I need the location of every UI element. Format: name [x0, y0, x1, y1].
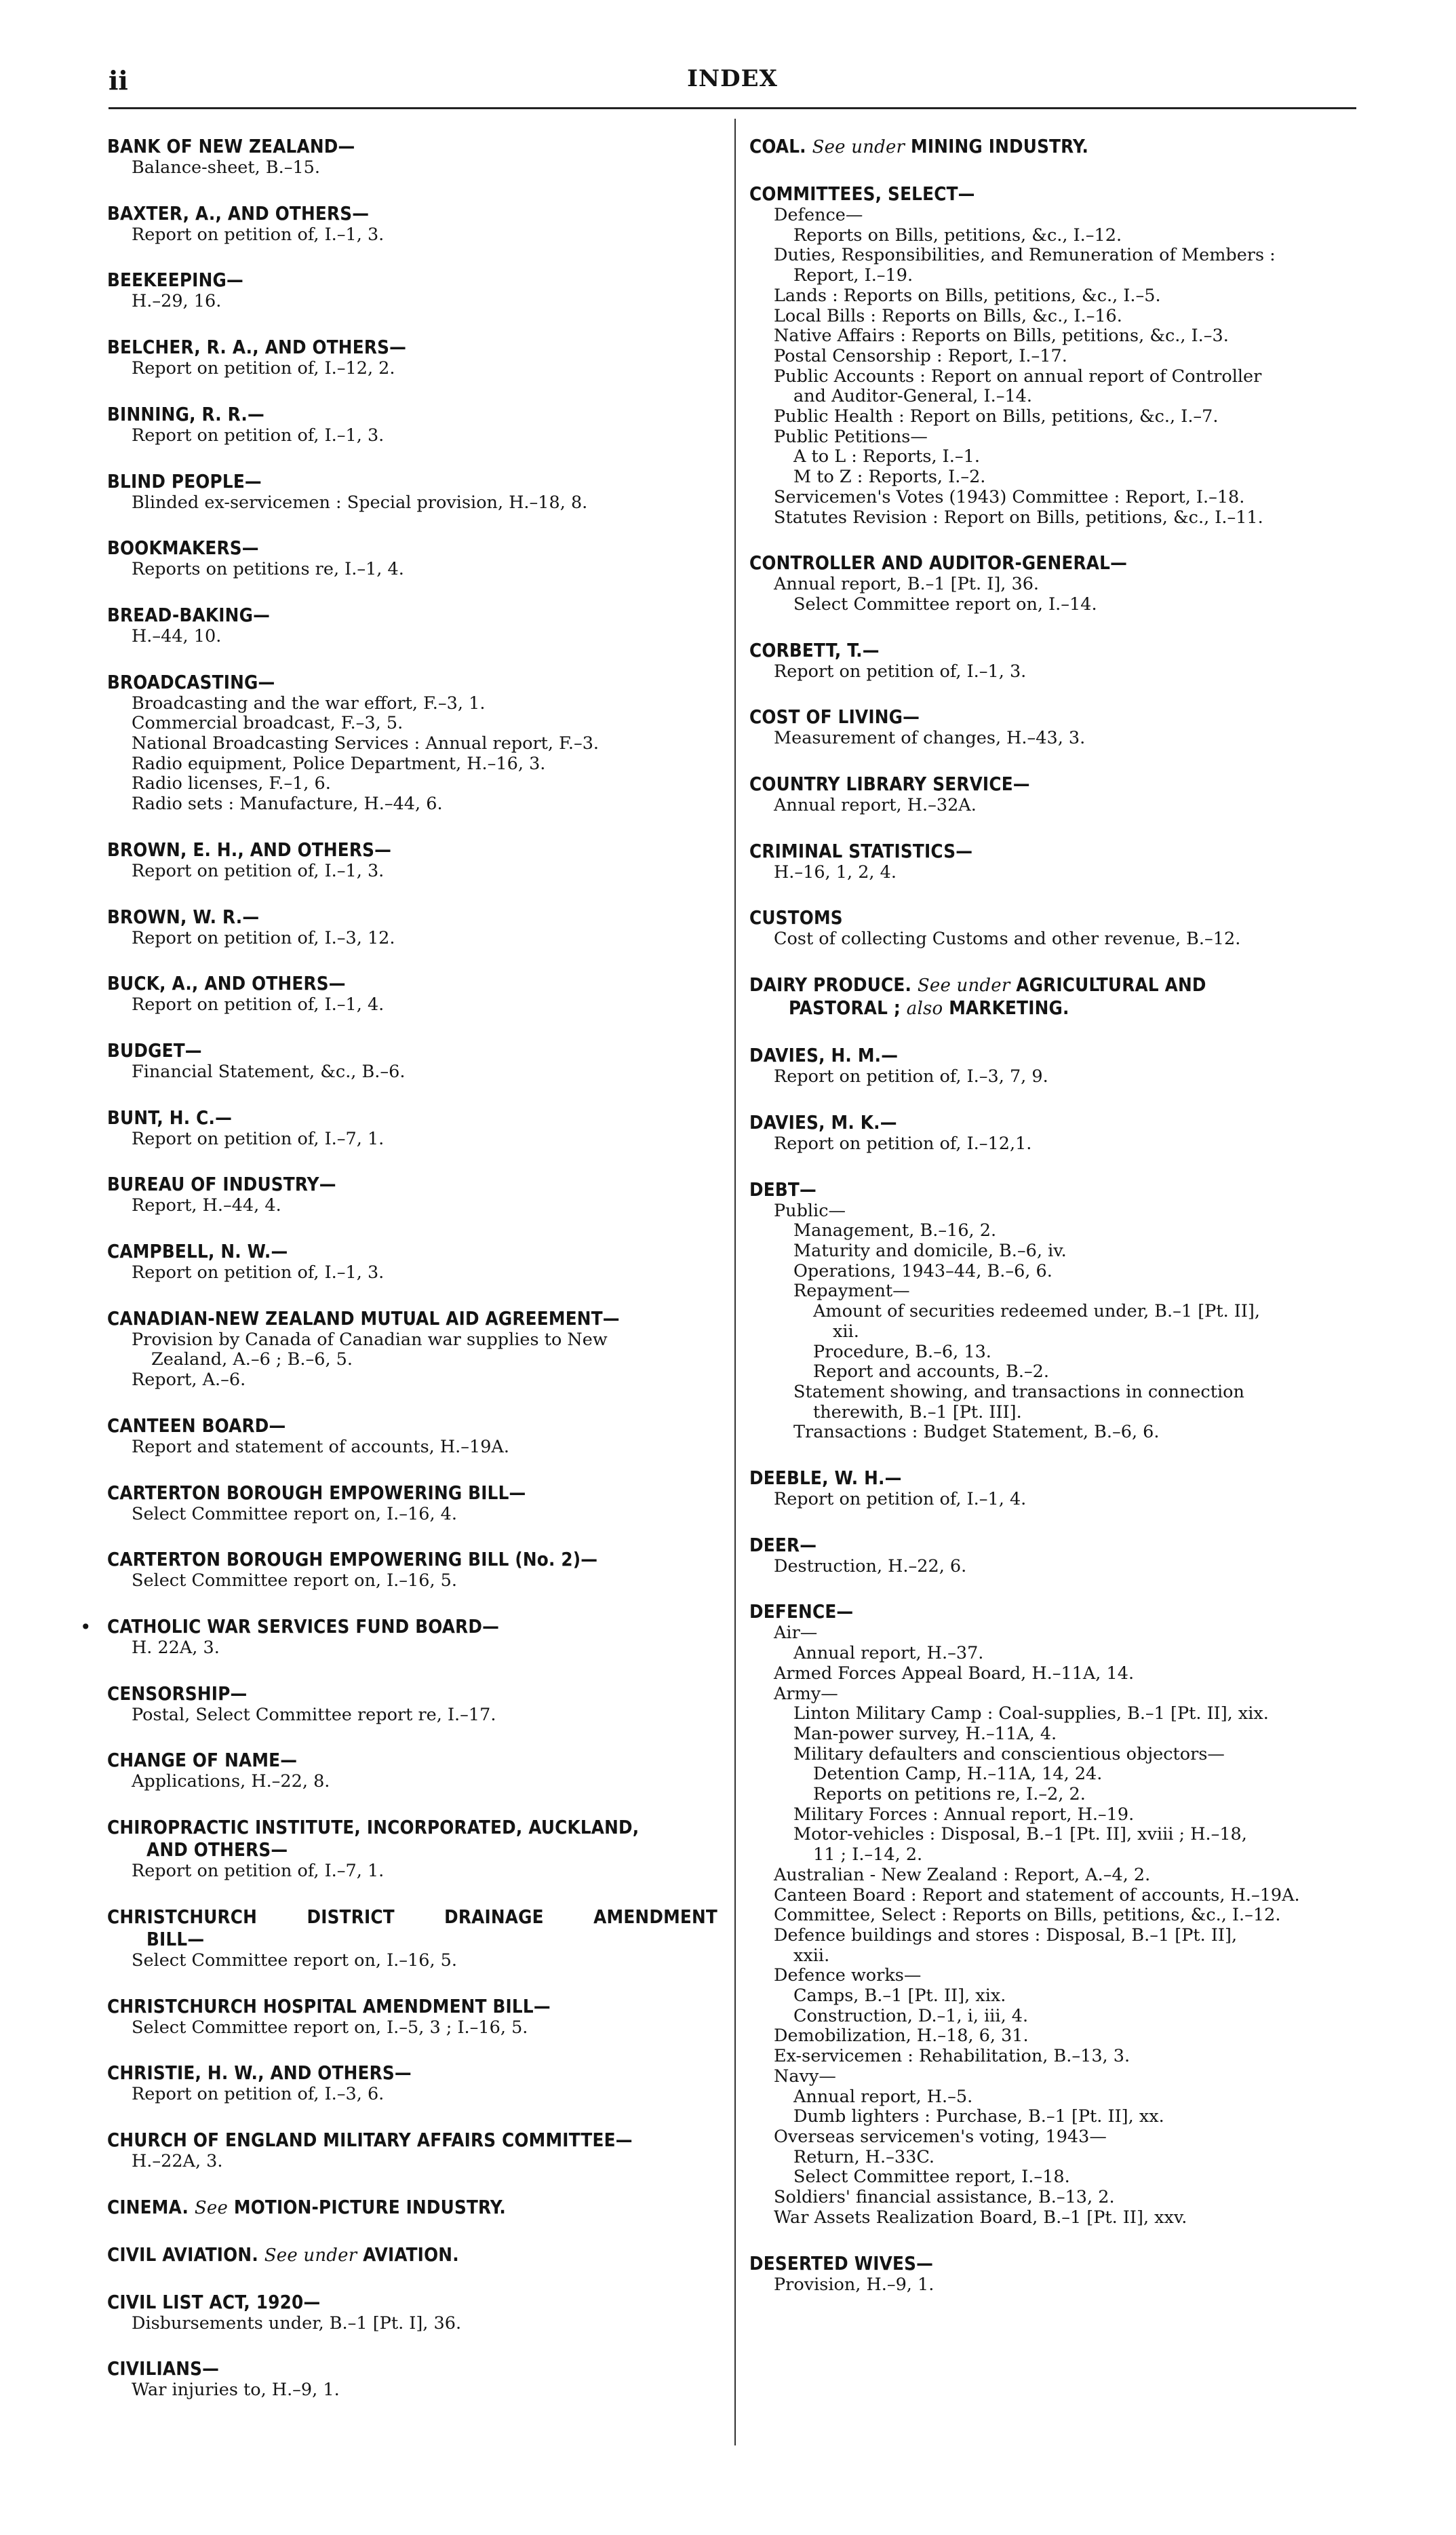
index-entry	[749, 773, 1354, 816]
cross-reference: AGRICULTURAL AND	[1016, 974, 1206, 996]
heading-text: COMMITTEES, SELECT—	[749, 183, 975, 205]
entry-heading	[749, 1112, 1354, 1134]
entry-subline: Detention Camp, H.–11A, 14, 24.	[813, 1764, 1103, 1785]
index-entry	[107, 537, 717, 580]
entry-heading	[107, 269, 717, 292]
entry-heading	[749, 2253, 1354, 2275]
entry-heading	[107, 1749, 717, 1772]
heading-text: CHURCH OF ENGLAND MILITARY AFFAIRS COMMITTEE—	[107, 2129, 633, 2151]
entry-subline: Destruction, H.–22, 6.	[774, 1555, 967, 1576]
index-entry	[107, 1241, 717, 1283]
heading-text: DEFENCE—	[749, 1601, 854, 1623]
heading-text: BAXTER, A., AND OTHERS—	[107, 202, 370, 225]
index-entry	[107, 269, 717, 312]
heading-text: DEBT—	[749, 1178, 816, 1201]
entry-subline: Select Committee report on, I.–16, 5.	[132, 1950, 458, 1971]
entry-heading	[107, 906, 717, 929]
entry-heading	[749, 1467, 1354, 1490]
entry-subline: xii.	[833, 1321, 859, 1342]
entry-subline: Committee, Select : Reports on Bills, petitions, &c., I.–12.	[774, 1905, 1281, 1926]
index-column-left	[80, 136, 717, 2425]
entry-subline: Man-power survey, H.–11A, 4.	[793, 1723, 1057, 1744]
index-entry	[107, 839, 717, 882]
entry-heading	[107, 1308, 717, 1330]
entry-subline: Soldiers' financial assistance, B.–13, 2.	[774, 2187, 1115, 2208]
entry-subline: Management, B.–16, 2.	[793, 1220, 997, 1241]
heading-continuation: BILL—	[146, 1928, 205, 1950]
entry-subline: Air—	[774, 1623, 818, 1644]
entry-subline: Public—	[774, 1200, 846, 1221]
heading-text: DAVIES, M. K.—	[749, 1111, 897, 1134]
heading-text: CANADIAN-NEW ZEALAND MUTUAL AID AGREEMENT—	[107, 1307, 620, 1330]
entry-heading	[107, 839, 717, 862]
heading-text: BROADCASTING—	[107, 671, 275, 693]
entry-subline: H.–16, 1, 2, 4.	[774, 862, 897, 883]
entry-heading	[107, 136, 717, 158]
entry-subline: Camps, B.–1 [Pt. II], xix.	[793, 1986, 1006, 2007]
index-entry	[749, 1467, 1354, 1510]
index-entry	[107, 1040, 717, 1083]
entry-subline: Report and accounts, B.–2.	[813, 1361, 1049, 1382]
heading-text: BREAD-BAKING—	[107, 604, 271, 626]
entry-heading	[107, 1415, 717, 1437]
entry-subline: Report on petition of, I.–12,1.	[774, 1133, 1032, 1154]
cross-reference: MINING INDUSTRY.	[911, 136, 1089, 157]
entry-subline: Report, I.–19.	[793, 265, 913, 286]
index-entry	[749, 1112, 1354, 1155]
heading-text: BUREAU OF INDUSTRY—	[107, 1174, 336, 1196]
heading-text: CATHOLIC WAR SERVICES FUND BOARD—	[107, 1615, 500, 1638]
running-title: INDEX	[687, 65, 778, 92]
entry-heading	[107, 1683, 717, 1705]
heading-text: CENSORSHIP—	[107, 1682, 248, 1705]
heading-text: BINNING, R. R.—	[107, 403, 264, 425]
entry-heading	[107, 2197, 717, 2220]
entry-subline: Report on petition of, I.–1, 4.	[774, 1489, 1027, 1510]
entry-subline: Defence—	[774, 205, 863, 225]
index-entry	[107, 1749, 717, 1792]
entry-subline: Measurement of changes, H.–43, 3.	[774, 728, 1086, 749]
entry-subline: Radio equipment, Police Department, H.–16, 3.	[132, 753, 546, 774]
entry-subline: Public Accounts : Report on annual report of Controller	[774, 366, 1262, 387]
entry-subline: Army—	[774, 1683, 838, 1704]
heading-text: CIVILIANS—	[107, 2358, 220, 2380]
entry-heading	[749, 773, 1354, 796]
entry-subline: Report and statement of accounts, H.–19A.	[132, 1436, 509, 1457]
entry-subline: H.–44, 10.	[132, 625, 222, 646]
index-entry	[107, 1107, 717, 1150]
entry-heading	[749, 840, 1354, 863]
index-entry	[107, 2062, 717, 2105]
entry-subline: Report on petition of, I.–1, 3.	[132, 224, 385, 245]
entry-heading	[107, 973, 717, 995]
entry-heading	[107, 1906, 717, 1951]
entry-subline: Report on petition of, I.–1, 3.	[774, 661, 1027, 682]
entry-subline: Military defaulters and conscientious objectors—	[793, 1743, 1225, 1764]
heading-continuation: AND OTHERS—	[146, 1839, 288, 1861]
index-entry	[749, 136, 1354, 159]
index-entry	[107, 1174, 717, 1216]
heading-text: CIVIL LIST ACT, 1920—	[107, 2291, 321, 2313]
entry-subline: Statement showing, and transactions in connection	[793, 1381, 1244, 1402]
entry-heading	[749, 1601, 1354, 1623]
entry-subline: Postal Censorship : Report, I.–17.	[774, 345, 1067, 366]
entry-heading	[107, 2129, 717, 2152]
entry-subline: Return, H.–33C.	[793, 2146, 935, 2167]
entry-subline: Annual report, H.–32A.	[774, 795, 977, 816]
entry-subline: Repayment—	[793, 1281, 910, 1302]
index-entry	[749, 2253, 1354, 2296]
index-entry	[107, 2197, 717, 2220]
cross-reference: MARKETING.	[949, 997, 1069, 1020]
heading-text: CRIMINAL STATISTICS—	[749, 840, 973, 862]
entry-subline: Dumb lighters : Purchase, B.–1 [Pt. II], xx.	[793, 2106, 1164, 2127]
index-entry	[107, 1549, 717, 1591]
entry-subline: Motor-vehicles : Disposal, B.–1 [Pt. II], xviii ; H.–18,	[793, 1824, 1247, 1845]
heading-text: BUDGET—	[107, 1039, 202, 1062]
entry-subline: H.–22A, 3.	[132, 2150, 223, 2171]
heading-text: BELCHER, R. A., AND OTHERS—	[107, 336, 407, 359]
index-entry	[107, 2129, 717, 2172]
entry-subline: Maturity and domicile, B.–6, iv.	[793, 1240, 1067, 1261]
index-entry	[107, 1817, 717, 1882]
entry-subline: Report, H.–44, 4.	[132, 1195, 281, 1216]
index-entry	[749, 706, 1354, 749]
entry-subline: therewith, B.–1 [Pt. III].	[813, 1401, 1022, 1423]
entry-subline: Defence buildings and stores : Disposal, B.–1 [Pt. II],	[774, 1924, 1238, 1946]
heading-text: CHRISTIE, H. W., AND OTHERS—	[107, 2062, 412, 2085]
entry-subline: Annual report, H.–5.	[793, 2086, 973, 2107]
entry-subline: Broadcasting and the war effort, F.–3, 1.	[132, 693, 486, 714]
index-entry	[107, 672, 717, 815]
entry-heading	[107, 537, 717, 560]
entry-subline: A to L : Reports, I.–1.	[793, 446, 980, 467]
entry-heading	[107, 203, 717, 225]
entry-heading	[749, 974, 1354, 1020]
column-divider	[734, 119, 736, 2445]
entry-subline: Operations, 1943–44, B.–6, 6.	[793, 1260, 1052, 1281]
entry-heading	[107, 471, 717, 493]
entry-heading	[749, 183, 1354, 206]
index-entry	[107, 1683, 717, 1726]
see-reference: See under	[812, 137, 905, 157]
index-entry	[749, 552, 1354, 615]
entry-heading	[107, 1107, 717, 1129]
index-entry	[107, 471, 717, 514]
index-entry	[107, 604, 717, 647]
see-reference: also	[906, 999, 943, 1020]
index-entry	[749, 640, 1354, 682]
entry-subline: Zealand, A.–6 ; B.–6, 5.	[151, 1349, 353, 1370]
entry-subline: Servicemen's Votes (1943) Committee : Report, I.–18.	[774, 486, 1245, 507]
see-reference: See under	[264, 2245, 357, 2266]
entry-heading	[107, 2358, 717, 2380]
entry-heading	[107, 1616, 717, 1638]
heading-text: CARTERTON BOROUGH EMPOWERING BILL—	[107, 1482, 526, 1504]
heading-text: BOOKMAKERS—	[107, 537, 259, 560]
entry-heading	[749, 706, 1354, 729]
entry-subline: Report on petition of, I.–3, 6.	[132, 2084, 385, 2105]
heading-text: DAVIES, H. M.—	[749, 1045, 899, 1067]
entry-subline: Duties, Responsibilities, and Remuneration of Members :	[774, 245, 1276, 266]
entry-heading	[107, 604, 717, 627]
index-entry	[107, 906, 717, 949]
entry-subline: Provision, H.–9, 1.	[774, 2274, 934, 2295]
entry-subline: Radio sets : Manufacture, H.–44, 6.	[132, 794, 443, 815]
heading-text: BROWN, E. H., AND OTHERS—	[107, 838, 392, 861]
entry-subline: Report on petition of, I.–12, 2.	[132, 358, 395, 379]
entry-subline: Amount of securities redeemed under, B.–1 [Pt. II],	[813, 1301, 1260, 1322]
heading-text: CONTROLLER AND AUDITOR-GENERAL—	[749, 552, 1128, 575]
entry-subline: Navy—	[774, 2066, 836, 2087]
entry-subline: Applications, H.–22, 8.	[132, 1771, 330, 1792]
entry-heading	[749, 1045, 1354, 1067]
entry-subline: Australian - New Zealand : Report, A.–4, 2.	[774, 1864, 1151, 1885]
heading-text: CHRISTCHURCH DISTRICT DRAINAGE AMENDMENT	[107, 1905, 717, 1928]
entry-heading	[107, 1040, 717, 1062]
heading-text: BROWN, W. R.—	[107, 906, 260, 928]
heading-text: BANK OF NEW ZEALAND—	[107, 136, 355, 157]
index-entry	[107, 2244, 717, 2267]
heading-text: DEER—	[749, 1534, 817, 1556]
heading-text: BUNT, H. C.—	[107, 1106, 233, 1129]
entry-subline: Linton Military Camp : Coal-supplies, B.–1 [Pt. II], xix.	[793, 1703, 1269, 1724]
entry-heading	[107, 1549, 717, 1571]
entry-subline: Public Health : Report on Bills, petitions, &c., I.–7.	[774, 406, 1219, 427]
entry-heading	[107, 1174, 717, 1196]
index-entry	[107, 136, 717, 178]
entry-subline: Radio licenses, F.–1, 6.	[132, 773, 331, 794]
entry-heading	[107, 1817, 717, 1861]
entry-subline: Armed Forces Appeal Board, H.–11A, 14.	[774, 1663, 1135, 1684]
entry-heading	[107, 1241, 717, 1263]
cross-reference: AVIATION.	[363, 2243, 459, 2266]
index-entry	[107, 1996, 717, 2038]
entry-heading	[749, 1534, 1354, 1557]
heading-text: DEEBLE, W. H.—	[749, 1467, 902, 1490]
entry-heading	[749, 907, 1354, 929]
index-entry	[80, 1615, 717, 1659]
entry-subline: War injuries to, H.–9, 1.	[132, 2380, 340, 2401]
entry-subline: War Assets Realization Board, B.–1 [Pt. II], xxv.	[774, 2207, 1187, 2228]
heading-text: COST OF LIVING—	[749, 706, 920, 729]
entry-heading	[107, 336, 717, 359]
entry-subline: Report on petition of, I.–3, 12.	[132, 927, 395, 948]
entry-subline: Report on petition of, I.–7, 1.	[132, 1861, 385, 1882]
entry-subline: Commercial broadcast, F.–3, 5.	[132, 713, 404, 734]
margin-bullet: •	[80, 1615, 92, 1638]
entry-heading	[749, 552, 1354, 575]
entry-subline: Reports on petitions re, I.–1, 4.	[132, 559, 404, 580]
entry-subline: M to Z : Reports, I.–2.	[793, 467, 986, 488]
entry-subline: Select Committee report on, I.–14.	[793, 594, 1097, 615]
entry-subline: Reports on petitions re, I.–2, 2.	[813, 1784, 1086, 1805]
heading-text: BEEKEEPING—	[107, 269, 243, 292]
heading-text: CINEMA.	[107, 2196, 189, 2218]
index-entry	[107, 973, 717, 1015]
entry-subline: Report on petition of, I.–7, 1.	[132, 1128, 385, 1149]
index-entry	[749, 907, 1354, 950]
entry-subline: Balance-sheet, B.–15.	[132, 157, 321, 178]
entry-subline: Demobilization, H.–18, 6, 31.	[774, 2026, 1029, 2047]
entry-subline: Report on petition of, I.–1, 4.	[132, 994, 385, 1015]
index-entry	[107, 1415, 717, 1458]
heading-text: DESERTED WIVES—	[749, 2252, 934, 2275]
index-column-right	[749, 136, 1354, 2319]
entry-subline: 11 ; I.–14, 2.	[813, 1844, 923, 1865]
entry-subline: Report on petition of, I.–1, 3.	[132, 860, 385, 881]
heading-text: BLIND PEOPLE—	[107, 470, 262, 492]
heading-text: CORBETT, T.—	[749, 639, 880, 661]
entry-subline: Select Committee report, I.–18.	[793, 2167, 1070, 2188]
index-entry	[749, 974, 1354, 1020]
entry-heading	[107, 1482, 717, 1505]
index-entry	[749, 1045, 1354, 1087]
index-entry	[107, 404, 717, 446]
entry-heading	[749, 136, 1354, 159]
entry-subline: Ex-servicemen : Rehabilitation, B.–13, 3.	[774, 2046, 1130, 2067]
entry-subline: Report on petition of, I.–3, 7, 9.	[774, 1066, 1048, 1087]
heading-continuation: PASTORAL ; also MARKETING.	[789, 997, 1069, 1020]
heading-text: CARTERTON BOROUGH EMPOWERING BILL (No. 2)—	[107, 1549, 598, 1571]
entry-subline: Annual report, B.–1 [Pt. I], 36.	[774, 574, 1040, 595]
index-entry	[107, 203, 717, 246]
entry-subline: Local Bills : Reports on Bills, &c., I.–16.	[774, 305, 1122, 326]
entry-subline: H.–29, 16.	[132, 291, 222, 312]
entry-subline: Procedure, B.–6, 13.	[813, 1341, 991, 1362]
entry-heading	[107, 2291, 717, 2314]
entry-subline: Construction, D.–1, i, iii, 4.	[793, 2005, 1029, 2026]
entry-subline: Blinded ex-servicemen : Special provision, H.–18, 8.	[132, 492, 588, 513]
entry-subline: Postal, Select Committee report re, I.–17.	[132, 1704, 496, 1725]
heading-text: BUCK, A., AND OTHERS—	[107, 973, 346, 995]
index-entry	[749, 183, 1354, 528]
heading-text: COUNTRY LIBRARY SERVICE—	[749, 773, 1030, 796]
entry-heading	[107, 404, 717, 426]
heading-text: CIVIL AVIATION.	[107, 2243, 258, 2266]
entry-subline: Annual report, H.–37.	[793, 1643, 984, 1664]
entry-subline: Select Committee report on, I.–16, 4.	[132, 1503, 458, 1524]
index-entry	[107, 2291, 717, 2334]
entry-subline: Provision by Canada of Canadian war supplies to New	[132, 1329, 608, 1350]
entry-heading	[107, 2062, 717, 2085]
entry-subline: Overseas servicemen's voting, 1943—	[774, 2127, 1107, 2147]
entry-subline: Lands : Reports on Bills, petitions, &c., I.–5.	[774, 285, 1161, 306]
heading-text: CAMPBELL, N. W.—	[107, 1241, 288, 1263]
entry-heading	[749, 1179, 1354, 1201]
heading-text: DAIRY PRODUCE.	[749, 974, 912, 996]
entry-subline: Select Committee report on, I.–5, 3 ; I.–16, 5.	[132, 2017, 528, 2038]
index-entry	[107, 1482, 717, 1525]
index-entry	[107, 1308, 717, 1391]
heading-text: CHRISTCHURCH HOSPITAL AMENDMENT BILL—	[107, 1995, 551, 2017]
entry-subline: Defence works—	[774, 1965, 922, 1986]
entry-subline: H. 22A, 3.	[132, 1637, 220, 1658]
entry-subline: Disbursements under, B.–1 [Pt. I], 36.	[132, 2313, 462, 2334]
entry-subline: National Broadcasting Services : Annual report, F.–3.	[132, 733, 599, 754]
entry-subline: and Auditor-General, I.–14.	[793, 386, 1032, 407]
entry-subline: Military Forces : Annual report, H.–19.	[793, 1804, 1135, 1825]
entry-subline: Canteen Board : Report and statement of accounts, H.–19A.	[774, 1884, 1300, 1905]
index-entry	[107, 2358, 717, 2401]
entry-subline: Report, A.–6.	[132, 1370, 246, 1391]
entry-subline: xxii.	[793, 1945, 830, 1966]
entry-subline: Public Petitions—	[774, 426, 928, 447]
entry-subline: Report on petition of, I.–1, 3.	[132, 425, 385, 446]
entry-subline: Native Affairs : Reports on Bills, petitions, &c., I.–3.	[774, 326, 1229, 347]
page-number: ii	[109, 65, 128, 96]
entry-heading	[107, 2244, 717, 2267]
heading-text: CANTEEN BOARD—	[107, 1414, 286, 1437]
entry-subline: Reports on Bills, petitions, &c., I.–12.	[793, 225, 1122, 246]
index-entry	[749, 1534, 1354, 1577]
page-header	[109, 65, 1356, 109]
see-reference: See	[194, 2197, 229, 2218]
entry-subline: Financial Statement, &c., B.–6.	[132, 1061, 406, 1082]
entry-heading	[107, 1996, 717, 2018]
entry-heading	[749, 640, 1354, 662]
entry-subline: Statutes Revision : Report on Bills, petitions, &c., I.–11.	[774, 507, 1263, 528]
heading-text: CHANGE OF NAME—	[107, 1749, 298, 1772]
entry-subline: Cost of collecting Customs and other revenue, B.–12.	[774, 929, 1241, 950]
heading-text: COAL.	[749, 136, 806, 157]
entry-subline: Report on petition of, I.–1, 3.	[132, 1262, 385, 1283]
index-entry	[749, 1601, 1354, 2228]
entry-subline: Select Committee report on, I.–16, 5.	[132, 1570, 458, 1591]
cross-reference: MOTION-PICTURE INDUSTRY.	[233, 2196, 506, 2218]
entry-subline: Transactions : Budget Statement, B.–6, 6.	[793, 1422, 1160, 1443]
index-entry	[749, 1179, 1354, 1443]
index-entry	[107, 336, 717, 379]
entry-heading	[107, 672, 717, 694]
heading-text: CUSTOMS	[749, 907, 843, 929]
index-entry	[107, 1906, 717, 1971]
index-entry	[749, 840, 1354, 883]
see-reference: See under	[917, 975, 1010, 996]
heading-text: CHIROPRACTIC INSTITUTE, INCORPORATED, AUCKLAND,	[107, 1817, 640, 1839]
